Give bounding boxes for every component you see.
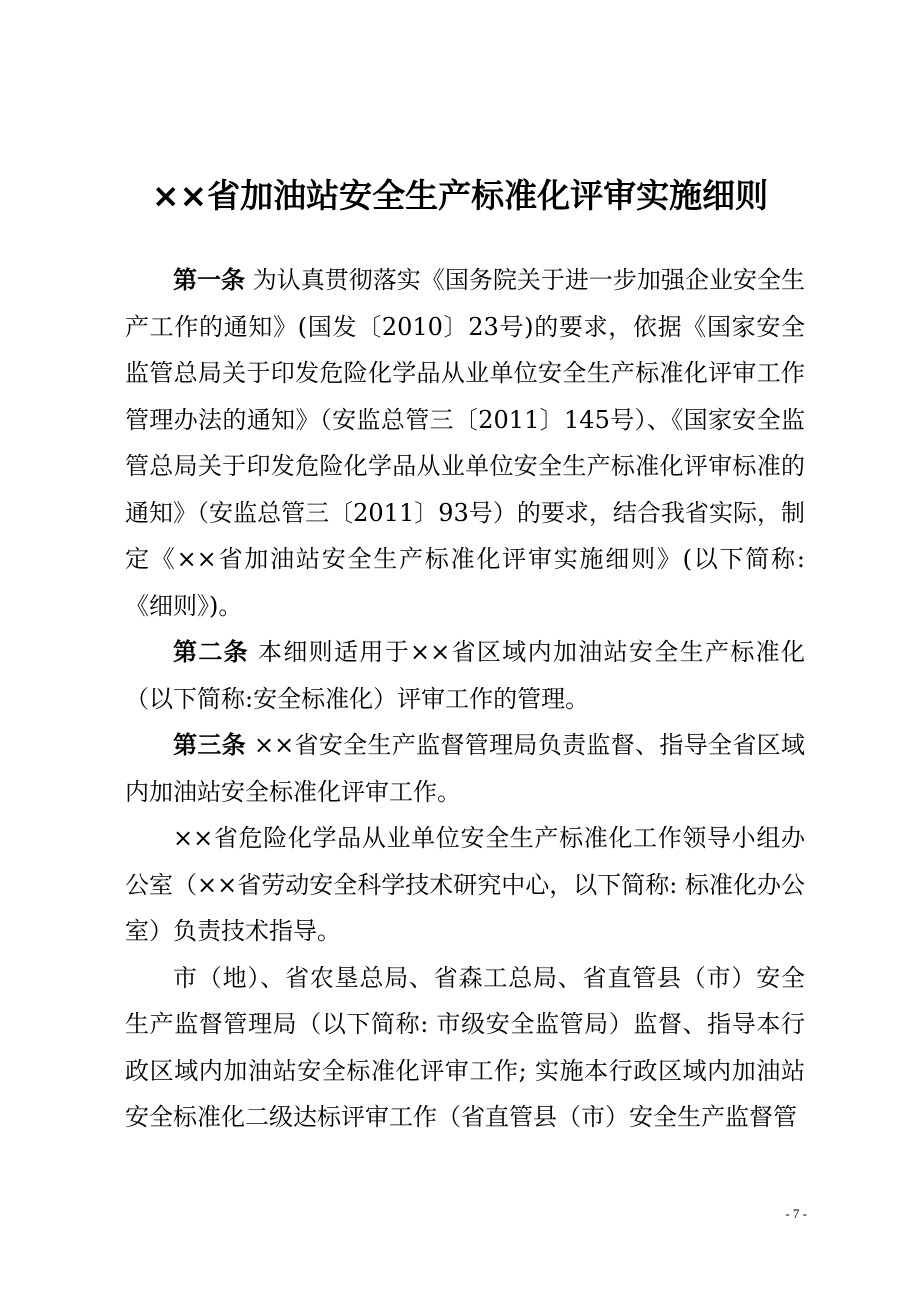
paragraph-text: 市（地）、省农垦总局、省森工总局、省直管县（市）安全生产监督管理局（以下简称: 市级安全监管局）监督、指导本行政区域内加油站安全标准化评审工作; 实施本行政区域内加油站安全标准化二级达标评审工作（省直管县（市）安全生产监督管	[125, 963, 805, 1131]
article-label: 第二条	[173, 638, 250, 666]
article-text: 本细则适用于××省区域内加油站安全生产标准化（以下简称:安全标准化）评审工作的管理。	[125, 638, 806, 713]
article-2-paragraph	[125, 629, 805, 722]
article-1-paragraph	[125, 257, 805, 629]
article-3-subparagraph-1	[125, 815, 805, 955]
document-title: ××省加油站安全生产标准化评审实施细则	[151, 176, 769, 216]
document-body	[125, 257, 805, 1141]
article-3-subparagraph-2	[125, 955, 805, 1141]
article-label: 第三条	[173, 731, 246, 759]
paragraph-text: ××省危险化学品从业单位安全生产标准化工作领导小组办公室（××省劳动安全科学技术研究中心，以下简称: 标准化办公室）负责技术指导。	[125, 824, 805, 945]
article-text: ××省安全生产监督管理局负责监督、指导全省区域内加油站安全标准化评审工作。	[125, 731, 806, 806]
article-label: 第一条	[173, 266, 246, 294]
article-text: 为认真贯彻落实《国务院关于进一步加强企业安全生产工作的通知》(国发〔2010〕23号)的要求，依据《国家安全监管总局关于印发危险化学品从业单位安全生产标准化评审工作管理办法的通知》（安监总管三〔2011〕145号）、《国家安全监管总局关于印发危险化学品从业单位安全生产标准化评审标准的通知》（安监总管三〔2011〕93号）的要求，结合我省实际，制定《××省加油站安全生产标准化评审实施细则》(以下简称:《细则》)。	[125, 266, 806, 620]
page-number: - 7 -	[785, 1206, 807, 1221]
article-3-paragraph	[125, 722, 805, 815]
